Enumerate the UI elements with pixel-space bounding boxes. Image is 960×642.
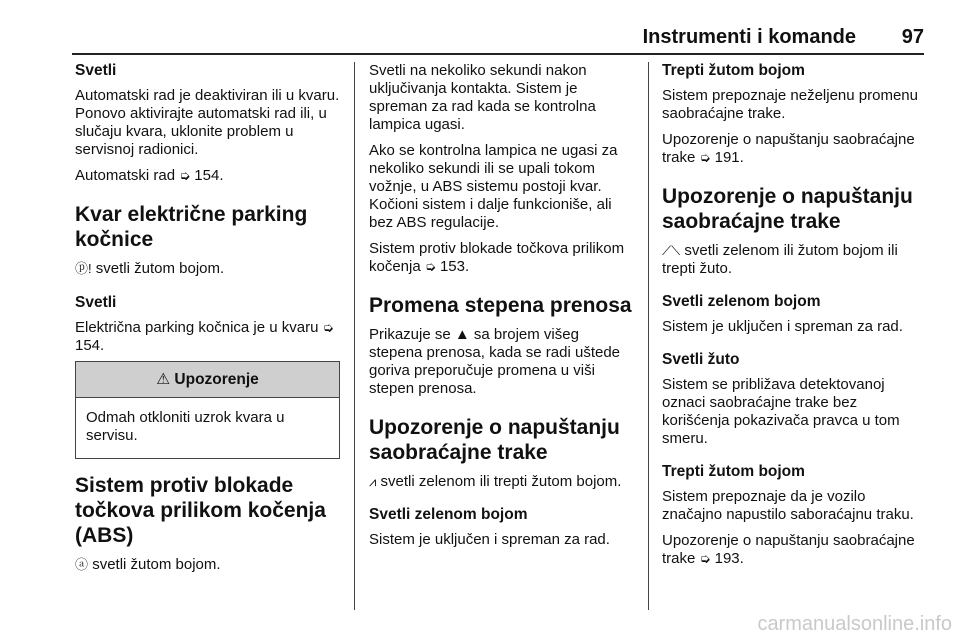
- paragraph: Ako se kontrolna lampica ne ugasi za nekoliko sekundi ili se upali tokom vožnje, u ABS sistemu postoji kvar. Kočioni sistem i dalje funkcioniše, ali bez ABS regulacije.: [369, 142, 618, 231]
- section-title: Instrumenti i komande: [642, 26, 856, 48]
- column-1: [75, 62, 340, 574]
- page-link[interactable]: 154.: [75, 337, 105, 354]
- page-link[interactable]: 153.: [439, 258, 470, 275]
- heading-blink-yellow: Trepti žutom bojom: [662, 463, 805, 480]
- arrow-right-icon: ➭: [179, 168, 191, 183]
- paragraph: Prikazuje se ▲ sa brojem višeg stepena prenosa, kada se radi uštede goriva preporučuje promena u viši stepen prenosa.: [369, 326, 621, 397]
- paragraph: Sistem se približava detektovanoj oznaci saobraćajne trake bez korišćenja pokazivača pravca u tom smeru.: [662, 376, 900, 447]
- heading-lane-departure: Upozorenje o napuštanju saobraćajne trake: [662, 185, 913, 233]
- heading-svetli: Svetli: [75, 62, 117, 79]
- warning-box: [75, 361, 340, 459]
- paragraph: Upozorenje o napuštanju saobraćajne trake ➭ 191.: [662, 131, 915, 166]
- page-header: [72, 26, 924, 54]
- warning-header: ⚠ Upozorenje: [76, 362, 339, 398]
- heading-green: Svetli zelenom bojom: [369, 506, 528, 523]
- triangle-up-icon: ▲: [454, 326, 470, 343]
- paragraph: Sistem prepoznaje da je vozilo značajno napustilo saboraćajnu traku.: [662, 488, 914, 523]
- abs-icon: ⓐ: [75, 557, 89, 572]
- heading-abs: Sistem protiv blokade točkova prilikom kočenja (ABS): [75, 474, 326, 547]
- paragraph: Sistem prepoznaje neželjenu promenu saobraćajne trake.: [662, 87, 918, 122]
- paragraph: Sistem je uključen i spreman za rad.: [369, 531, 610, 548]
- heading-gear-change: Promena stepena prenosa: [369, 294, 632, 317]
- page-number: 97: [901, 26, 924, 48]
- heading-svetli: Svetli: [75, 294, 117, 311]
- paragraph: ⓐ svetli žutom bojom.: [75, 556, 221, 573]
- arrow-right-icon: ➭: [699, 150, 711, 165]
- arrow-right-icon: ➭: [699, 551, 711, 566]
- heading-lane-departure: Upozorenje o napuštanju saobraćajne trake: [369, 416, 620, 464]
- page-link[interactable]: 193.: [714, 550, 744, 567]
- parking-brake-icon: ⓟ!: [75, 261, 92, 276]
- column-divider: [648, 62, 649, 610]
- column-divider: [354, 62, 355, 610]
- paragraph: Upozorenje o napuštanju saobraćajne trake ➭ 193.: [662, 532, 915, 567]
- column-3: [662, 62, 924, 568]
- paragraph: ⟋⟍ svetli zelenom ili žutom bojom ili trepti žuto.: [662, 242, 898, 277]
- arrow-right-icon: ➭: [322, 320, 334, 335]
- heading-parking-brake: Kvar električne parking kočnice: [75, 203, 308, 251]
- watermark: carmanualsonline.info: [757, 613, 952, 635]
- paragraph: ⩘ svetli zelenom ili trepti žutom bojom.: [369, 473, 622, 490]
- page-link[interactable]: 154.: [194, 167, 224, 184]
- paragraph: Svetli na nekoliko sekundi nakon uključivanja kontakta. Sistem je spreman za rad kada se kontrolna lampica ugasi.: [369, 62, 596, 133]
- paragraph: Električna parking kočnica je u kvaru ➭ 154.: [75, 319, 334, 354]
- warning-body: Odmah otkloniti uzrok kvara u servisu.: [86, 409, 285, 444]
- arrow-right-icon: ➭: [424, 259, 436, 274]
- lane-departure-icon: ⩘: [369, 474, 377, 489]
- paragraph: Sistem je uključen i spreman za rad.: [662, 318, 903, 335]
- paragraph: Sistem protiv blokade točkova prilikom kočenja ➭ 153.: [369, 240, 625, 275]
- paragraph: ⓟ! svetli žutom bojom.: [75, 260, 225, 277]
- heading-green: Svetli zelenom bojom: [662, 293, 821, 310]
- heading-blink-yellow: Trepti žutom bojom: [662, 62, 805, 79]
- column-2: [369, 62, 634, 549]
- paragraph: Automatski rad ➭ 154.: [75, 167, 224, 184]
- lane-assist-icon: ⟋⟍: [662, 243, 681, 258]
- heading-yellow: Svetli žuto: [662, 351, 740, 368]
- header-rule: [72, 53, 924, 55]
- page-link[interactable]: 191.: [714, 149, 744, 166]
- warning-triangle-icon: ⚠: [156, 371, 171, 388]
- paragraph: Automatski rad je deaktiviran ili u kvaru. Ponovo aktivirajte automatski rad ili, u slučaju kvara, uklonite problem u servisnoj radionici.: [75, 87, 340, 158]
